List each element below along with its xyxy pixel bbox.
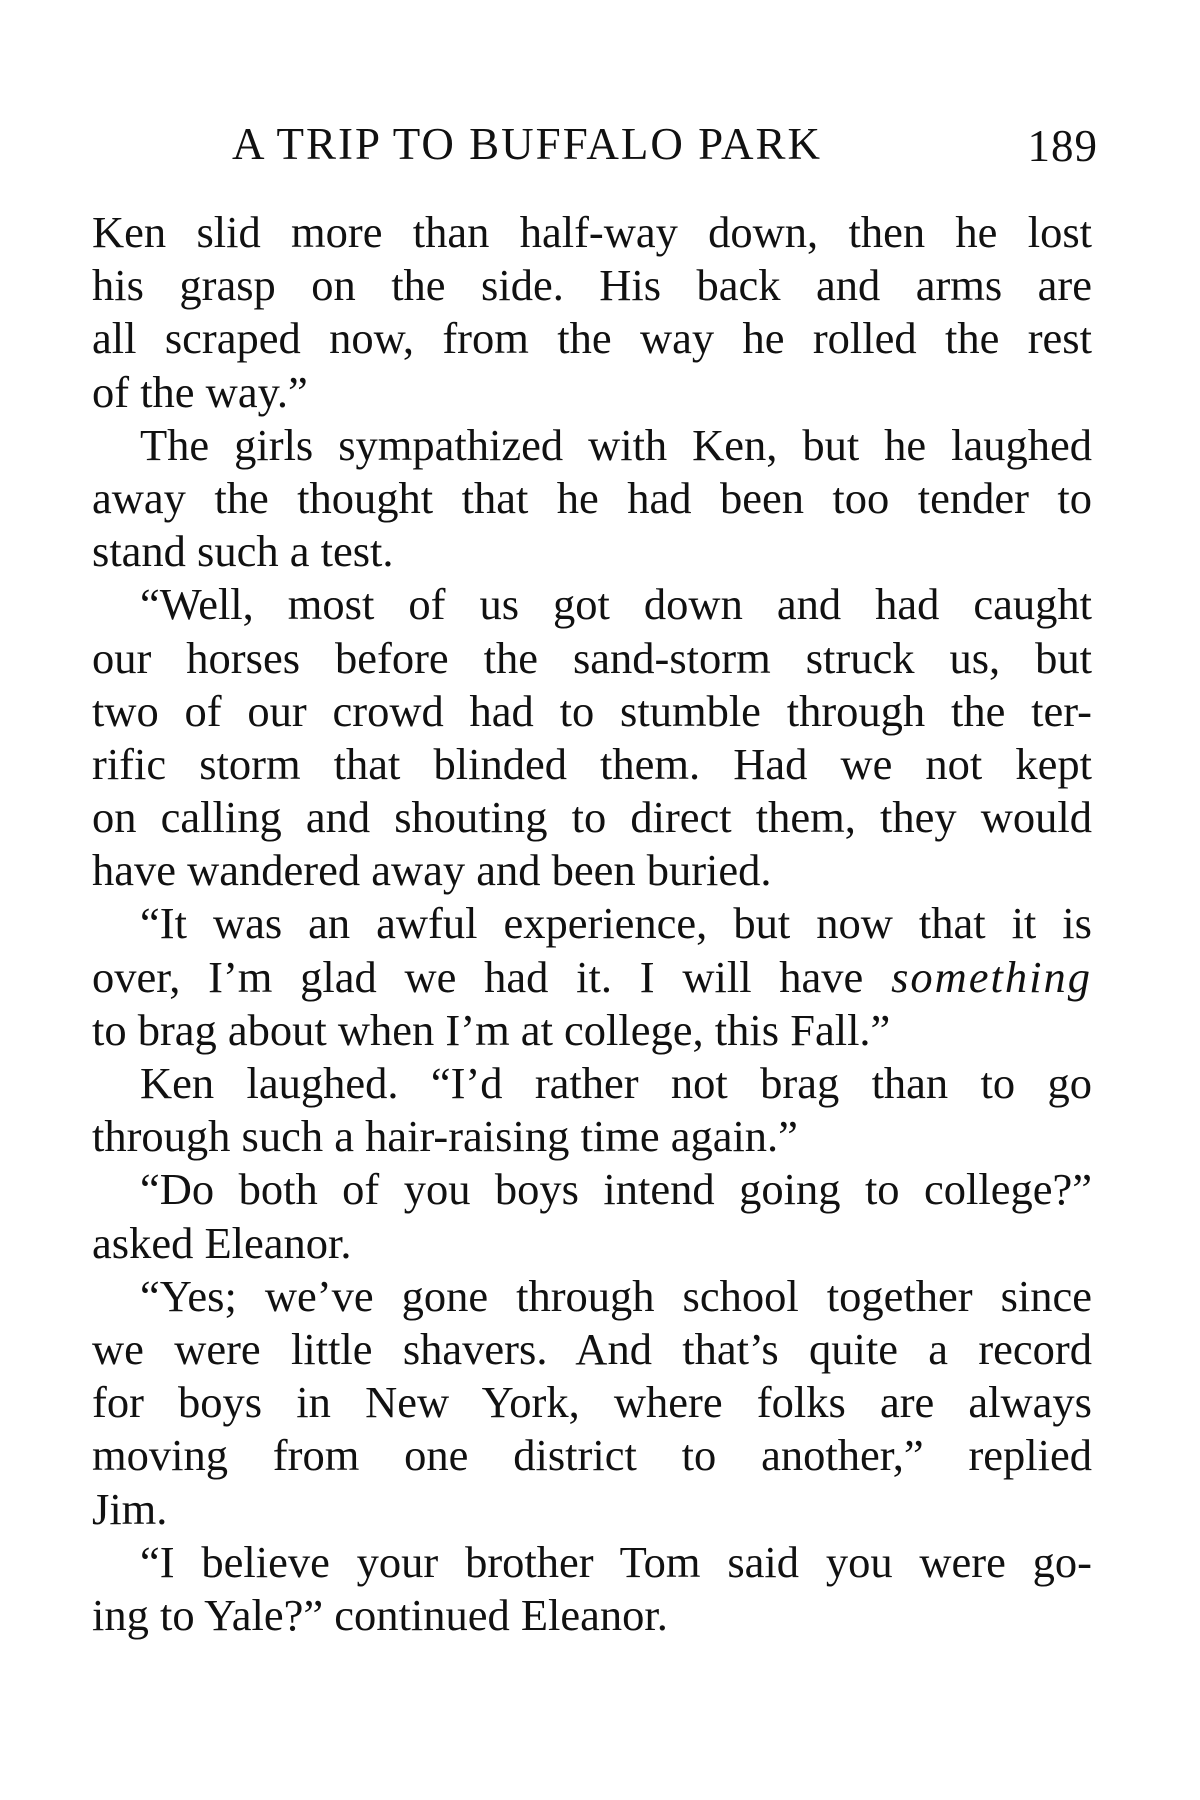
text-line: Ken laughed. “I’d rather not brag than to go — [140, 1058, 1092, 1108]
text-line: stand such a test. — [92, 526, 394, 577]
body-text — [92, 206, 1092, 1642]
text-line: through such a hair-raising time again.” — [92, 1111, 798, 1162]
text-line: we were little shavers. And that’s quite a record — [92, 1323, 1092, 1374]
emphasis-word: something — [891, 951, 1092, 1002]
text-line: on calling and shouting to direct them, they would — [92, 792, 1092, 843]
text-line: have wandered away and been buried. — [92, 845, 772, 896]
text-line: “Do both of you boys intend going to college?” — [140, 1164, 1092, 1215]
text-line: Ken slid more than half-way down, then he lost — [92, 207, 1092, 257]
text-line: to brag about when I’m at college, this Fall.” — [92, 1004, 891, 1055]
text-line: for boys in New York, where folks are always — [92, 1377, 1092, 1428]
page-number: 189 — [1027, 121, 1098, 171]
text-line: away the thought that he had been too tender to — [92, 472, 1092, 523]
text-line: ing to Yale?” continued Eleanor. — [92, 1589, 668, 1640]
text-line: Jim. — [92, 1483, 168, 1534]
text-line-with-emphasis — [92, 951, 1092, 1004]
running-head — [92, 118, 1098, 174]
text-line: his grasp on the side. His back and arms are — [92, 260, 1092, 311]
text-line: rific storm that blinded them. Had we not kept — [92, 738, 1092, 789]
text-line: all scraped now, from the way he rolled the rest — [92, 313, 1092, 364]
text-line: asked Eleanor. — [92, 1217, 352, 1268]
text-line: “Well, most of us got down and had caught — [140, 579, 1092, 630]
running-title: A TRIP TO BUFFALO PARK — [232, 119, 823, 169]
text-line: two of our crowd had to stumble through the ter- — [92, 685, 1092, 736]
text-line: moving from one district to another,” replied — [92, 1430, 1092, 1481]
text-segment: over, I’m glad we had it. I will have — [92, 951, 864, 1002]
text-line: “It was an awful experience, but now that it is — [140, 898, 1092, 949]
text-line: The girls sympathized with Ken, but he laughed — [140, 419, 1092, 470]
text-line: “I believe your brother Tom said you were go- — [140, 1536, 1092, 1587]
text-line: “Yes; we’ve gone through school together since — [140, 1270, 1092, 1321]
text-line: of the way.” — [92, 366, 308, 417]
text-line: our horses before the sand-storm struck us, but — [92, 632, 1092, 683]
